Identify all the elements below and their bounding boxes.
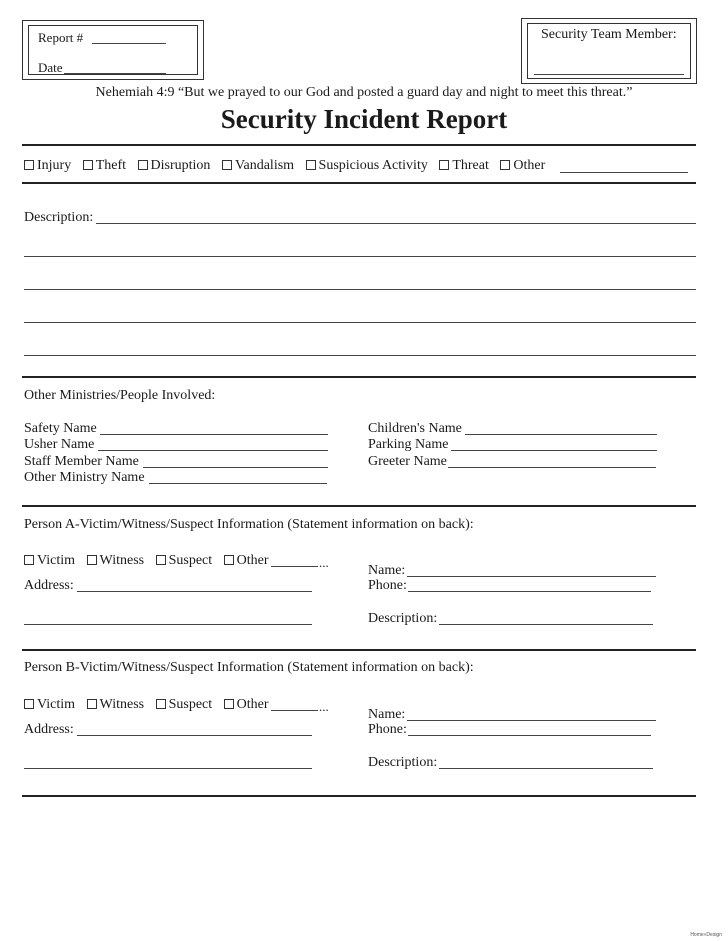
incident-type-other: Other [513, 158, 546, 173]
checkbox-disruption[interactable] [138, 160, 148, 170]
date-label: Date [38, 60, 63, 75]
person-a-role-row [24, 553, 269, 569]
person-a-address-line-1[interactable] [77, 591, 312, 592]
description-line-5[interactable] [24, 355, 696, 356]
person-a-checkbox-victim[interactable] [24, 555, 34, 565]
incident-type-threat: Threat [452, 158, 489, 173]
checkbox-injury[interactable] [24, 160, 34, 170]
person-b-checkbox-witness[interactable] [87, 699, 97, 709]
person-a-other-field[interactable] [271, 566, 318, 567]
person-b-role-witness: Witness [99, 697, 145, 712]
person-a-phone-field[interactable] [408, 591, 651, 592]
person-b-name-field[interactable] [407, 720, 656, 721]
description-line-4[interactable] [24, 322, 696, 323]
staff-member-name-field[interactable] [143, 467, 328, 468]
person-a-address-line-2[interactable] [24, 624, 312, 625]
scripture-quote: Nehemiah 4:9 “But we prayed to our God and posted a guard day and night to meet this threat.” [95, 85, 633, 100]
team-member-field[interactable] [534, 74, 684, 75]
incident-type-suspicious-activity: Suspicious Activity [318, 158, 428, 173]
divider-description [22, 376, 696, 378]
person-a-checkbox-other[interactable] [224, 555, 234, 565]
person-a-role-suspect: Suspect [168, 553, 213, 568]
childrens-name-label: Children's Name [368, 421, 462, 436]
date-field[interactable] [64, 73, 166, 74]
incident-type-disruption: Disruption [150, 158, 211, 173]
person-b-description-label: Description: [368, 755, 438, 770]
person-b-phone-label: Phone: [368, 722, 407, 737]
safety-name-label: Safety Name [24, 421, 97, 436]
person-b-role-victim: Victim [37, 697, 76, 712]
person-b-checkbox-suspect[interactable] [156, 699, 166, 709]
person-b-role-other: Other [236, 697, 269, 712]
checkbox-suspicious-activity[interactable] [306, 160, 316, 170]
report-number-label: Report # [38, 30, 84, 45]
description-line-3[interactable] [24, 289, 696, 290]
person-b-checkbox-other[interactable] [224, 699, 234, 709]
description-line-2[interactable] [24, 256, 696, 257]
person-b-description-field[interactable] [439, 768, 653, 769]
person-b-role-row [24, 697, 269, 713]
usher-name-field[interactable] [98, 450, 328, 451]
person-b-name-label: Name: [368, 707, 406, 722]
incident-type-theft: Theft [95, 158, 127, 173]
person-b-other-field[interactable] [271, 710, 318, 711]
description-label: Description: [24, 210, 94, 225]
checkbox-vandalism[interactable] [222, 160, 232, 170]
person-a-phone-label: Phone: [368, 578, 407, 593]
person-a-address-label: Address: [24, 578, 74, 593]
person-b-address-label: Address: [24, 722, 74, 737]
greeter-name-field[interactable] [448, 467, 656, 468]
divider-ministries [22, 505, 696, 507]
person-a-role-witness: Witness [99, 553, 145, 568]
person-a-heading: Person A-Victim/Witness/Suspect Information (Statement information on back): [24, 517, 474, 532]
report-number-field[interactable] [92, 43, 166, 44]
incident-type-injury: Injury [37, 158, 72, 173]
staff-member-name-label: Staff Member Name [24, 454, 139, 469]
person-a-checkbox-witness[interactable] [87, 555, 97, 565]
person-a-name-field[interactable] [407, 576, 656, 577]
person-b-other-suffix: ... [319, 699, 329, 714]
checkbox-other[interactable] [500, 160, 510, 170]
other-ministry-name-field[interactable] [149, 483, 327, 484]
ministries-heading: Other Ministries/People Involved: [24, 388, 216, 403]
page-title: Security Incident Report [220, 104, 508, 134]
person-a-role-victim: Victim [37, 553, 76, 568]
checkbox-theft[interactable] [83, 160, 93, 170]
team-member-label: Security Team Member: [541, 27, 677, 42]
divider-top [22, 144, 696, 146]
person-a-description-field[interactable] [439, 624, 653, 625]
description-line-1[interactable] [96, 223, 696, 224]
person-b-phone-field[interactable] [408, 735, 651, 736]
person-b-checkbox-victim[interactable] [24, 699, 34, 709]
person-a-role-other: Other [236, 553, 269, 568]
person-b-address-line-1[interactable] [77, 735, 312, 736]
parking-name-field[interactable] [451, 450, 657, 451]
usher-name-label: Usher Name [24, 437, 95, 452]
checkbox-threat[interactable] [439, 160, 449, 170]
person-a-checkbox-suspect[interactable] [156, 555, 166, 565]
incident-type-vandalism: Vandalism [234, 158, 295, 173]
person-b-role-suspect: Suspect [168, 697, 213, 712]
divider-bottom [22, 795, 696, 797]
person-a-other-suffix: ... [319, 555, 329, 570]
childrens-name-field[interactable] [465, 434, 657, 435]
incident-type-row [24, 158, 545, 174]
person-b-address-line-2[interactable] [24, 768, 312, 769]
other-ministry-name-label: Other Ministry Name [24, 470, 145, 485]
person-b-heading: Person B-Victim/Witness/Suspect Information (Statement information on back): [24, 660, 474, 675]
greeter-name-label: Greeter Name [368, 454, 447, 469]
parking-name-label: Parking Name [368, 437, 449, 452]
person-a-description-label: Description: [368, 611, 438, 626]
incident-other-field[interactable] [560, 172, 688, 173]
watermark: Home»Design [690, 932, 722, 938]
person-a-name-label: Name: [368, 563, 406, 578]
divider-person-a [22, 649, 696, 651]
safety-name-field[interactable] [100, 434, 328, 435]
divider-types [22, 182, 696, 184]
